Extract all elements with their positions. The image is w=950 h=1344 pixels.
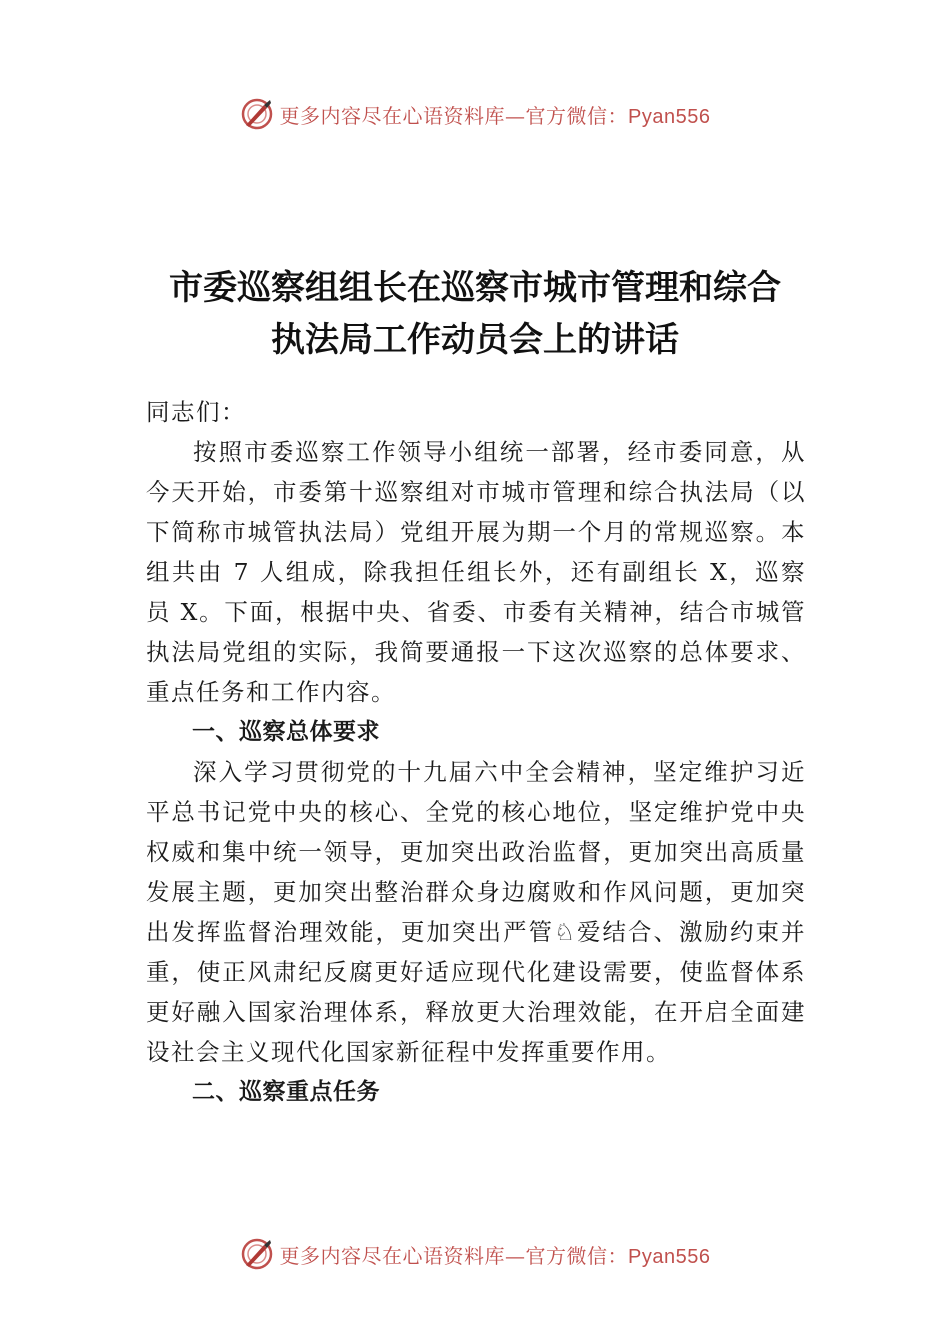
footer-banner [0,1232,950,1276]
page-title [120,262,830,366]
banner-text: 更多内容尽在心语资料库—官方微信：Pyan556 [279,103,711,128]
salutation: 同志们： [146,398,246,426]
section-heading-1: 一、巡察总体要求 [192,719,380,745]
section-heading-2: 二、巡察重点任务 [192,1079,380,1105]
banner-text: 更多内容尽在心语资料库—官方微信：Pyan556 [279,1243,711,1268]
title-line-2: 执法局工作动员会上的讲话 [271,320,679,360]
intro-paragraph: 按照市委巡察工作领导小组统一部署，经市委同意，从今天开始，市委第十巡察组对市城市管理和综合执法局（以下简称市城管执法局）党组开展为期一个月的常规巡察。本组共由 7 人组成，除我担任组长外，还有副组长 X，巡察员 X。下面，根据中央、省委、市委有关精神，结合市城管执法局党组的实际，我简要通报一下这次巡察的总体要求、重点任务和工作内容。 [146,438,806,706]
quill-pen-logo-icon [240,1237,274,1271]
quill-pen-logo-icon [240,97,274,131]
title-line-1: 市委巡察组组长在巡察市城市管理和综合 [169,268,781,308]
header-banner [0,92,950,136]
document-body [146,392,806,1112]
section-1-paragraph: 深入学习贯彻党的十九届六中全会精神，坚定维护习近平总书记党中央的核心、全党的核心地位，坚定维护党中央权威和集中统一领导，更加突出政治监督，更加突出高质量发展主题，更加突出整治群众身边腐败和作风问题，更加突出发挥监督治理效能，更加突出严管♘爱结合、激励约束并重，使正风肃纪反腐更好适应现代化建设需要，使监督体系更好融入国家治理体系，释放更大治理效能，在开启全面建设社会主义现代化国家新征程中发挥重要作用。 [146,758,806,1066]
